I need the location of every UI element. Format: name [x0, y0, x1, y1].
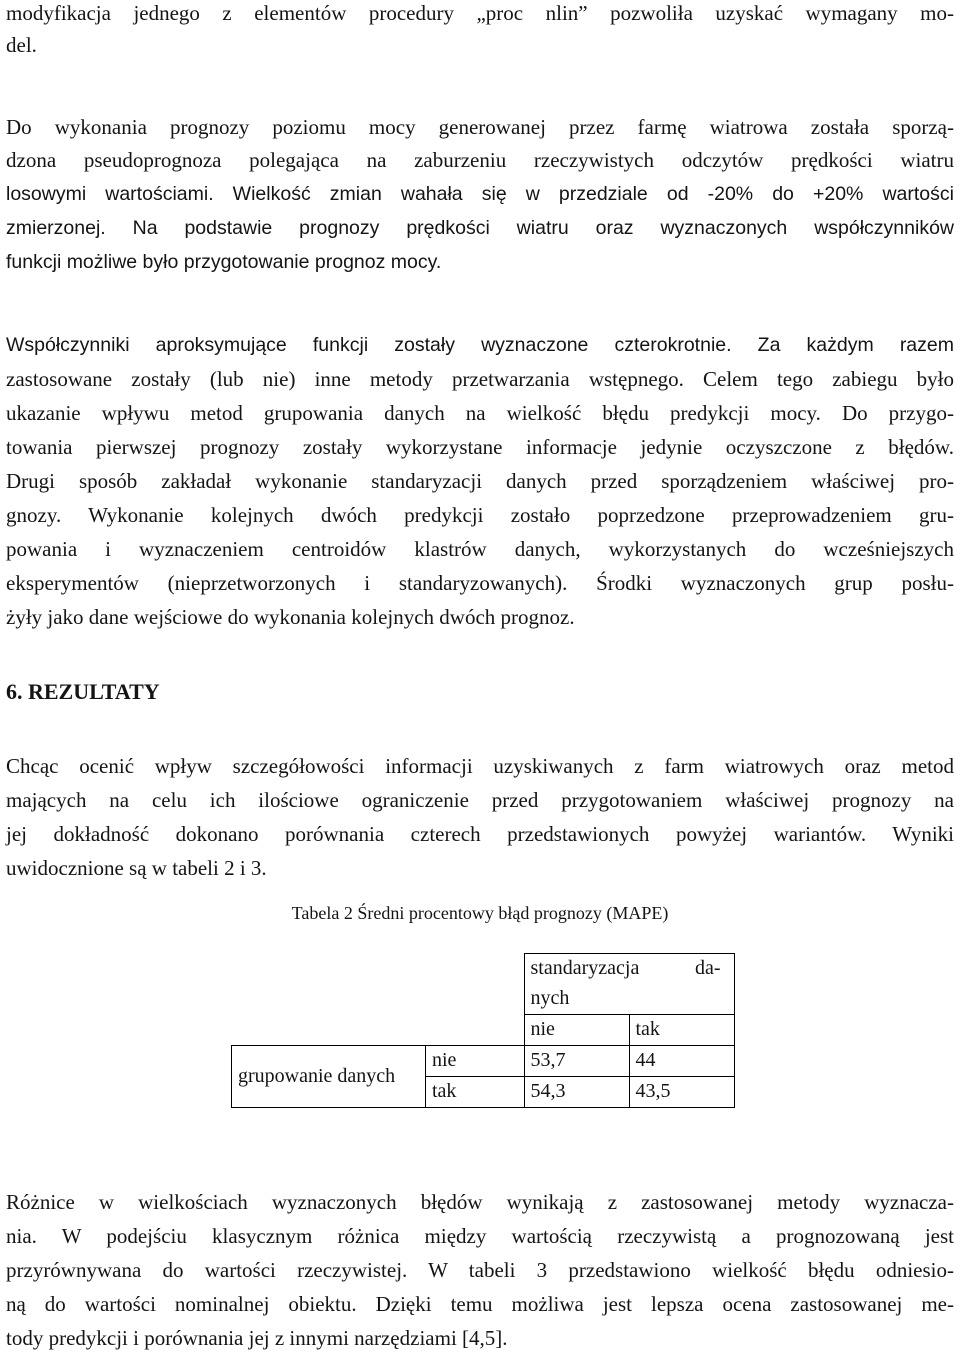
- row-group-label: grupowanie danych: [238, 1064, 396, 1087]
- text-line: ną do wartości nominalnej obiektu. Dzięki temu możliwa jest lepsza ocena zastosowanej me-: [6, 1292, 954, 1316]
- text-line: Różnice w wielkościach wyznaczonych błędów wynikają z zastosowanej metody wyznacza-: [6, 1190, 954, 1214]
- row-header-tak: tak: [426, 1077, 525, 1108]
- text-line: dzona pseudoprognoza polegająca na zaburzeniu rzeczywistych odczytów prędkości wiatru: [6, 148, 954, 172]
- column-header-nie: nie: [524, 1015, 629, 1046]
- row-header-nie: nie: [426, 1046, 525, 1077]
- text-line: zastosowane zostały (lub nie) inne metody przetwarzania wstępnego. Celem tego zabiegu było: [6, 367, 954, 391]
- text-line: zmierzonej. Na podstawie prognozy prędkości wiatru oraz wyznaczonych współczynników: [6, 217, 954, 239]
- text-line: eksperymentów (nieprzetworzonych i standaryzowanych). Środki wyznaczonych grup posłu-: [6, 571, 954, 595]
- column-group-label: standaryzacja: [530, 957, 640, 979]
- text-line: losowymi wartościami. Wielkość zmian wahała się w przedziale od -20% do +20% wartości: [6, 183, 954, 205]
- text-line: Współczynniki aproksymujące funkcji zostały wyznaczone czterokrotnie. Za każdym razem: [6, 334, 954, 356]
- text-line: tody predykcji i porównania jej z innymi narzędziami [4,5].: [6, 1326, 508, 1350]
- text-line: przyrównywana do wartości rzeczywistej. W tabeli 3 przedstawiono wielkość błędu odniesio-: [6, 1258, 954, 1282]
- text-line: powania i wyznaczeniem centroidów klastrów danych, wykorzystanych do wcześniejszych: [6, 537, 954, 561]
- column-group-label-hyphen: da-: [694, 957, 721, 979]
- table-cell: 54,3: [524, 1077, 629, 1108]
- text-line: mających na celu ich ilościowe ograniczenie przed przygotowaniem właściwej prognozy na: [6, 788, 954, 812]
- table-cell: 44: [629, 1046, 734, 1077]
- results-table: [231, 953, 735, 1108]
- text-line: gnozy. Wykonanie kolejnych dwóch predykcji zostało poprzedzone przeprowadzeniem gru-: [6, 503, 954, 527]
- text-line: towania pierwszej prognozy zostały wykorzystane informacje jedynie oczyszczone z błędów.: [6, 435, 954, 459]
- text-line: Drugi sposób zakładał wykonanie standaryzacji danych przed sporządzeniem właściwej pro-: [6, 469, 954, 493]
- text-line: żyły jako dane wejściowe do wykonania kolejnych dwóch prognoz.: [6, 605, 575, 629]
- text-line: uwidocznione są w tabeli 2 i 3.: [6, 856, 267, 880]
- text-line: modyfikacja jednego z elementów procedury „proc nlin” pozwoliła uzyskać wymagany mo-: [6, 1, 954, 25]
- table-cell: 53,7: [524, 1046, 629, 1077]
- section-heading: 6. REZULTATY: [6, 679, 160, 704]
- text-line: del.: [6, 33, 37, 57]
- text-line: Chcąc ocenić wpływ szczegółowości informacji uzyskiwanych z farm wiatrowych oraz metod: [6, 754, 954, 778]
- text-line: jej dokładność dokonano porównania czterech przedstawionych powyżej wariantów. Wyniki: [6, 822, 954, 846]
- row-group-header: [232, 1046, 426, 1108]
- column-group-header: [524, 954, 734, 1015]
- text-line: ukazanie wpływu metod grupowania danych na wielkość błędu predykcji mocy. Do przygo-: [6, 401, 954, 425]
- column-header-tak: tak: [629, 1015, 734, 1046]
- table-cell: 43,5: [629, 1077, 734, 1108]
- text-line: Do wykonania prognozy poziomu mocy generowanej przez farmę wiatrowa została sporzą-: [6, 115, 954, 139]
- text-line: funkcji możliwe było przygotowanie prognoz mocy.: [6, 251, 442, 273]
- table-caption: Tabela 2 Średni procentowy błąd prognozy (MAPE): [291, 903, 669, 923]
- column-group-label-continued: nych: [530, 987, 570, 1009]
- text-line: nia. W podejściu klasycznym różnica między wartością rzeczywistą a prognozowaną jest: [6, 1224, 954, 1248]
